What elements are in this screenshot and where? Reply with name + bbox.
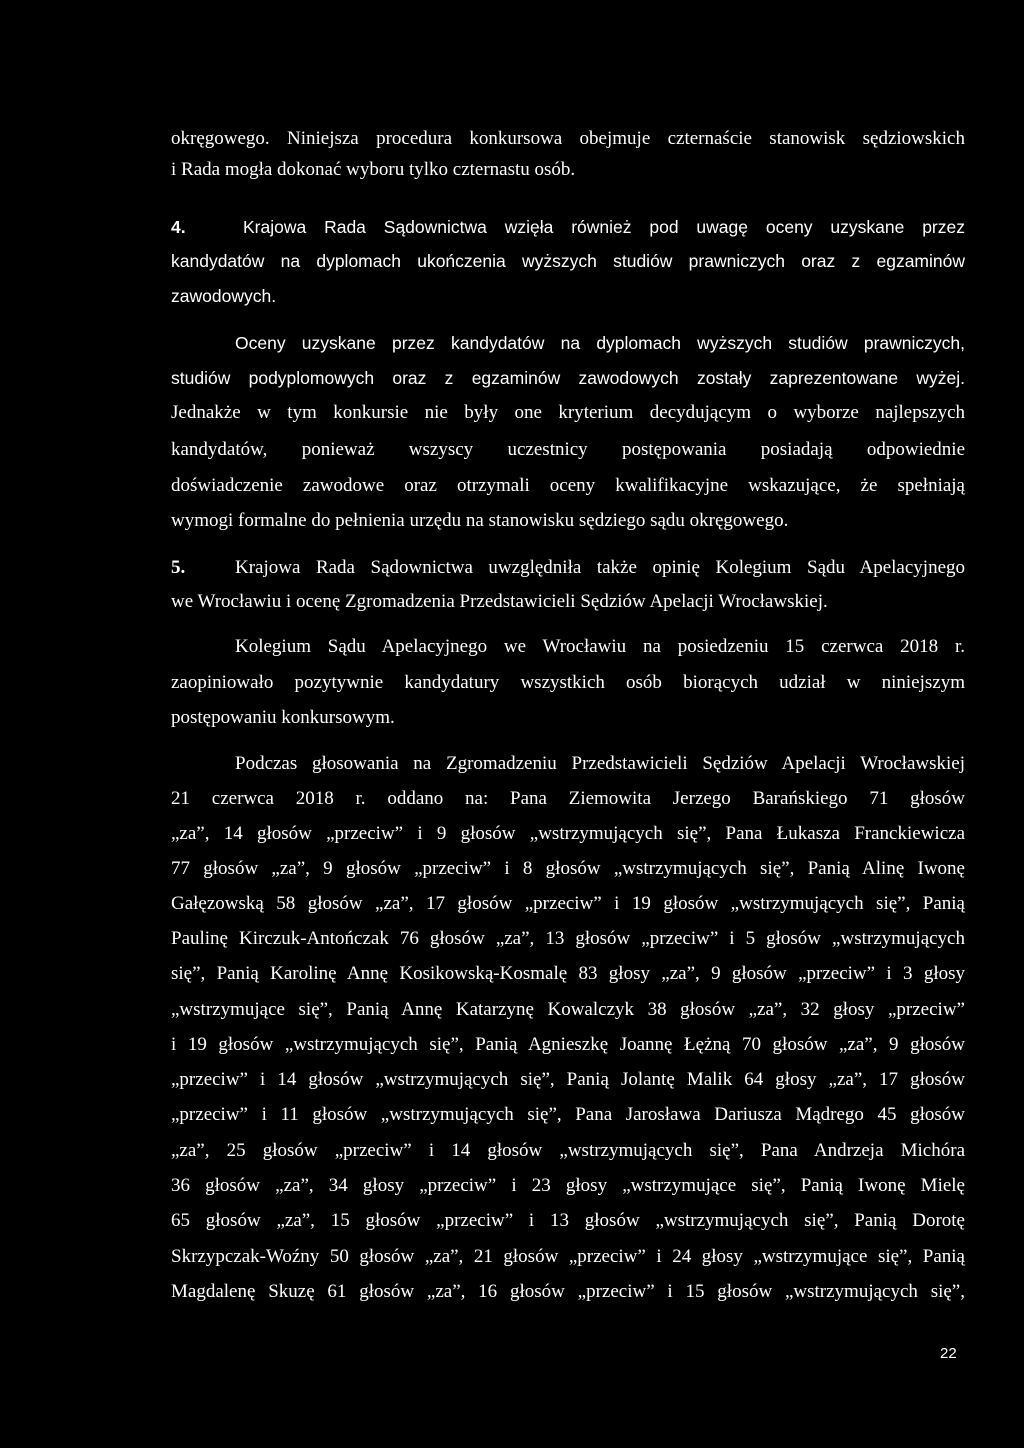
text-line: „za”, 14 głosów „przeciw” i 9 głosów „wstrzymujących się”, Pana Łukasza Franckiewicza [171,823,965,844]
text-line: kandydatów na dyplomach ukończenia wyższych studiów prawniczych oraz z egzaminów [171,251,965,271]
text-line: studiów podyplomowych oraz z egzaminów zawodowych zostały zaprezentowane wyżej. [171,368,965,388]
text-line: Magdalenę Skuzę 61 głosów „za”, 16 głosów „przeciw” i 15 głosów „wstrzymujących się”, [171,1281,965,1302]
text-line: Skrzypczak-Woźny 50 głosów „za”, 21 głosów „przeciw” i 24 głosy „wstrzymujące się”, Panią [171,1246,965,1267]
text-line: wymogi formalne do pełnienia urzędu na stanowisku sędziego sądu okręgowego. [171,510,789,531]
text-line: „za”, 25 głosów „przeciw” i 14 głosów „wstrzymujących się”, Pana Andrzeja Michóra [171,1140,965,1161]
text-line: 36 głosów „za”, 34 głosy „przeciw” i 23 głosy „wstrzymujące się”, Panią Iwonę Mielę [171,1175,965,1196]
text-line: Paulinę Kirczuk-Antończak 76 głosów „za”, 13 głosów „przeciw” i 5 głosów „wstrzymujących [171,928,965,949]
text-line: i 19 głosów „wstrzymujących się”, Panią Agnieszkę Joannę Łężną 70 głosów „za”, 9 głosów [171,1034,965,1055]
text-line: zawodowych. [171,286,277,306]
text-line: „przeciw” i 14 głosów „wstrzymujących się”, Panią Jolantę Malik 64 głosy „za”, 17 głosów [171,1069,965,1090]
text-line: Oceny uzyskane przez kandydatów na dyplomach wyższych studiów prawniczych, [235,333,965,353]
text-line: Jednakże w tym konkursie nie były one kryterium decydującym o wyborze najlepszych [171,402,965,423]
text-line: 21 czerwca 2018 r. oddano na: Pana Ziemowita Jerzego Barańskiego 71 głosów [171,788,965,809]
text-line: 77 głosów „za”, 9 głosów „przeciw” i 8 głosów „wstrzymujących się”, Panią Alinę Iwonę [171,858,965,879]
text-line: okręgowego. Niniejsza procedura konkursowa obejmuje czternaście stanowisk sędziowskich [171,128,965,149]
text-line: postępowaniu konkursowym. [171,707,395,728]
text-line: doświadczenie zawodowe oraz otrzymali oceny kwalifikacyjne wskazujące, że spełniają [171,475,965,496]
page-number: 22 [940,1345,957,1362]
text-line: i Rada mogła dokonać wyboru tylko czternastu osób. [171,159,576,180]
text-line: się”, Panią Karolinę Annę Kosikowską-Kosmalę 83 głosy „za”, 9 głosów „przeciw” i 3 głosy [171,963,965,984]
text-line: Gałęzowską 58 głosów „za”, 17 głosów „przeciw” i 19 głosów „wstrzymujących się”, Panią [171,893,965,914]
section-number: 4. [171,217,186,237]
text-line: „przeciw” i 11 głosów „wstrzymujących się”, Pana Jarosława Dariusza Mądrego 45 głosów [171,1104,965,1125]
text-line: Krajowa Rada Sądownictwa wzięła również pod uwagę oceny uzyskane przez [243,217,965,237]
section-number: 5. [171,557,186,578]
text-line: Kolegium Sądu Apelacyjnego we Wrocławiu na posiedzeniu 15 czerwca 2018 r. [235,636,965,657]
text-line: Krajowa Rada Sądownictwa uwzględniła także opinię Kolegium Sądu Apelacyjnego [235,557,965,578]
text-line: kandydatów, ponieważ wszyscy uczestnicy postępowania posiadają odpowiednie [171,439,965,460]
text-line: 65 głosów „za”, 15 głosów „przeciw” i 13 głosów „wstrzymujących się”, Panią Dorotę [171,1210,965,1231]
text-line: we Wrocławiu i ocenę Zgromadzenia Przedstawicieli Sędziów Apelacji Wrocławskiej. [171,591,828,612]
text-line: zaopiniowało pozytywnie kandydatury wszystkich osób biorących udział w niniejszym [171,672,965,693]
text-line: „wstrzymujące się”, Panią Annę Katarzynę Kowalczyk 38 głosów „za”, 32 głosy „przeciw” [171,999,965,1020]
text-line: Podczas głosowania na Zgromadzeniu Przedstawicieli Sędziów Apelacji Wrocławskiej [235,753,965,774]
